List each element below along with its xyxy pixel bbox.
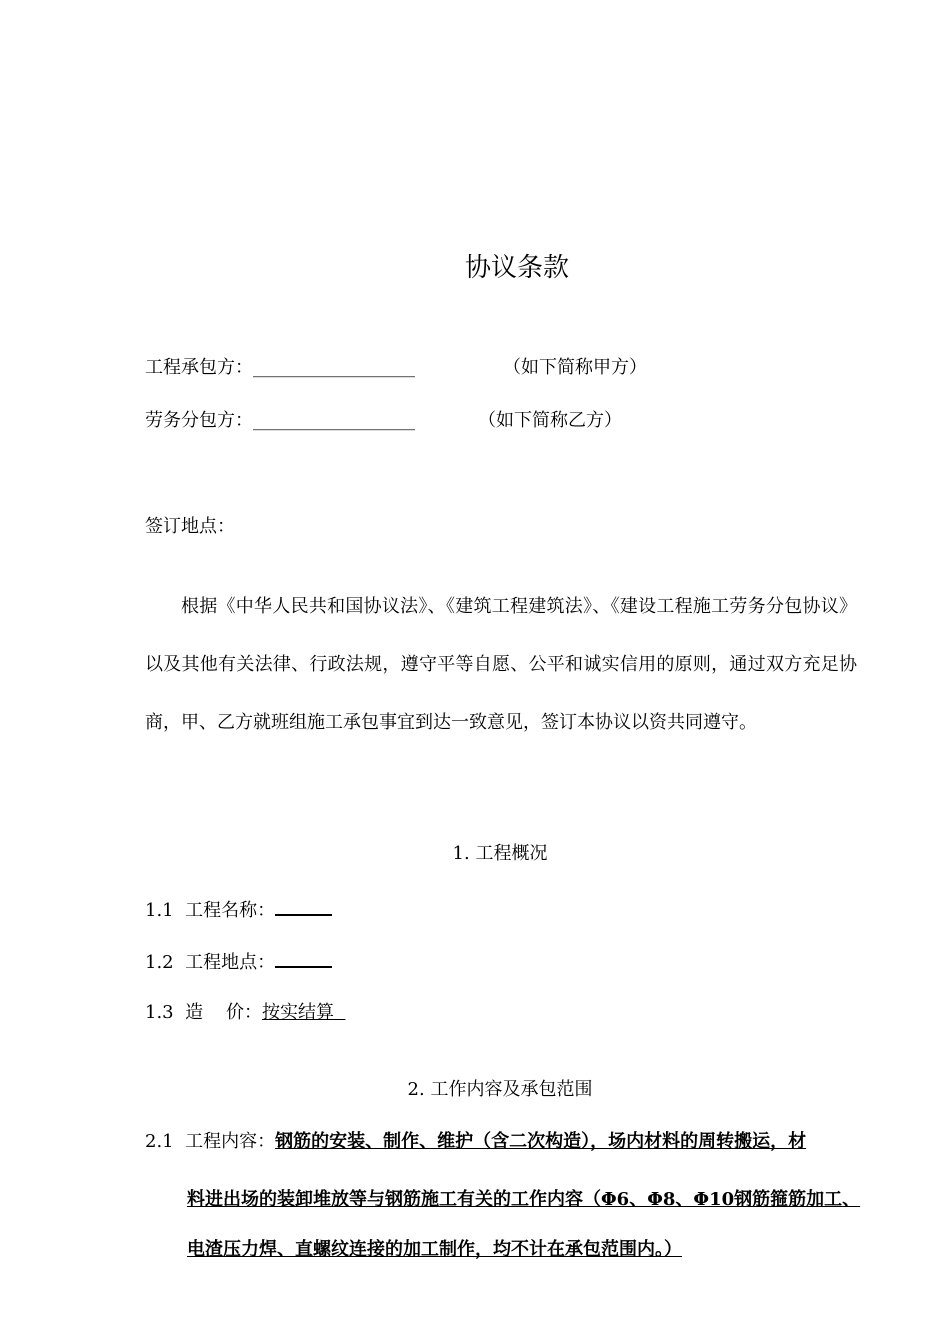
item-1-1 [145, 896, 332, 923]
item-1-3-label: 造 价： [185, 1002, 262, 1023]
section1-heading: 1. 工程概况 [452, 843, 548, 864]
project-location-blank [275, 948, 332, 968]
item-2-1 [145, 1130, 806, 1154]
cost-value: 按实结算 [261, 1002, 334, 1023]
item-1-1-num: 1.1 [145, 900, 174, 921]
item-1-2 [145, 948, 332, 975]
party-b-note: （如下简称乙方） [478, 410, 622, 431]
party-a-line [145, 356, 415, 380]
project-name-blank [275, 896, 332, 916]
work-content-first-line: 钢筋的安装、制作、维护（含二次构造），场内材料的周转搬运，材 [275, 1131, 807, 1152]
party-b-blank: __________________ [253, 410, 415, 431]
item-2-1-num: 2.1 [145, 1131, 174, 1152]
document-title: 协议条款 [464, 253, 569, 283]
sign-place-label: 签订地点： [145, 516, 235, 537]
party-a-note: （如下简称甲方） [503, 357, 647, 378]
party-b-line [145, 409, 415, 433]
party-a-label: 工程承包方： [145, 357, 253, 378]
item-1-3-num: 1.3 [145, 1002, 174, 1023]
item-2-1-label: 工程内容： [185, 1131, 276, 1152]
work-content-continued: 料进出场的装卸堆放等与钢筋施工有关的工作内容（Φ6、Φ8、Φ10钢筋箍筋加工、电渣压力焊、直螺纹连接的加工制作，均不计在承包范围内。） [187, 1189, 861, 1260]
section2-heading: 2. 工作内容及承包范围 [407, 1079, 593, 1100]
intro-paragraph: 根据《中华人民共和国协议法》、《建筑工程建筑法》、《建设工程施工劳务分包协议》以及其他有关法律、行政法规，遵守平等自愿、公平和诚实信用的原则，通过双方充足协商，甲、乙方就班组施工承包事宜到达一致意见，签订本协议以资共同遵守。 [145, 596, 857, 733]
item-1-1-label: 工程名称： [185, 900, 276, 921]
item-1-3 [145, 1001, 345, 1025]
item-1-2-label: 工程地点： [185, 952, 276, 973]
party-b-label: 劳务分包方： [145, 410, 253, 431]
party-a-blank: __________________ [253, 357, 415, 378]
item-1-2-num: 1.2 [145, 952, 174, 973]
